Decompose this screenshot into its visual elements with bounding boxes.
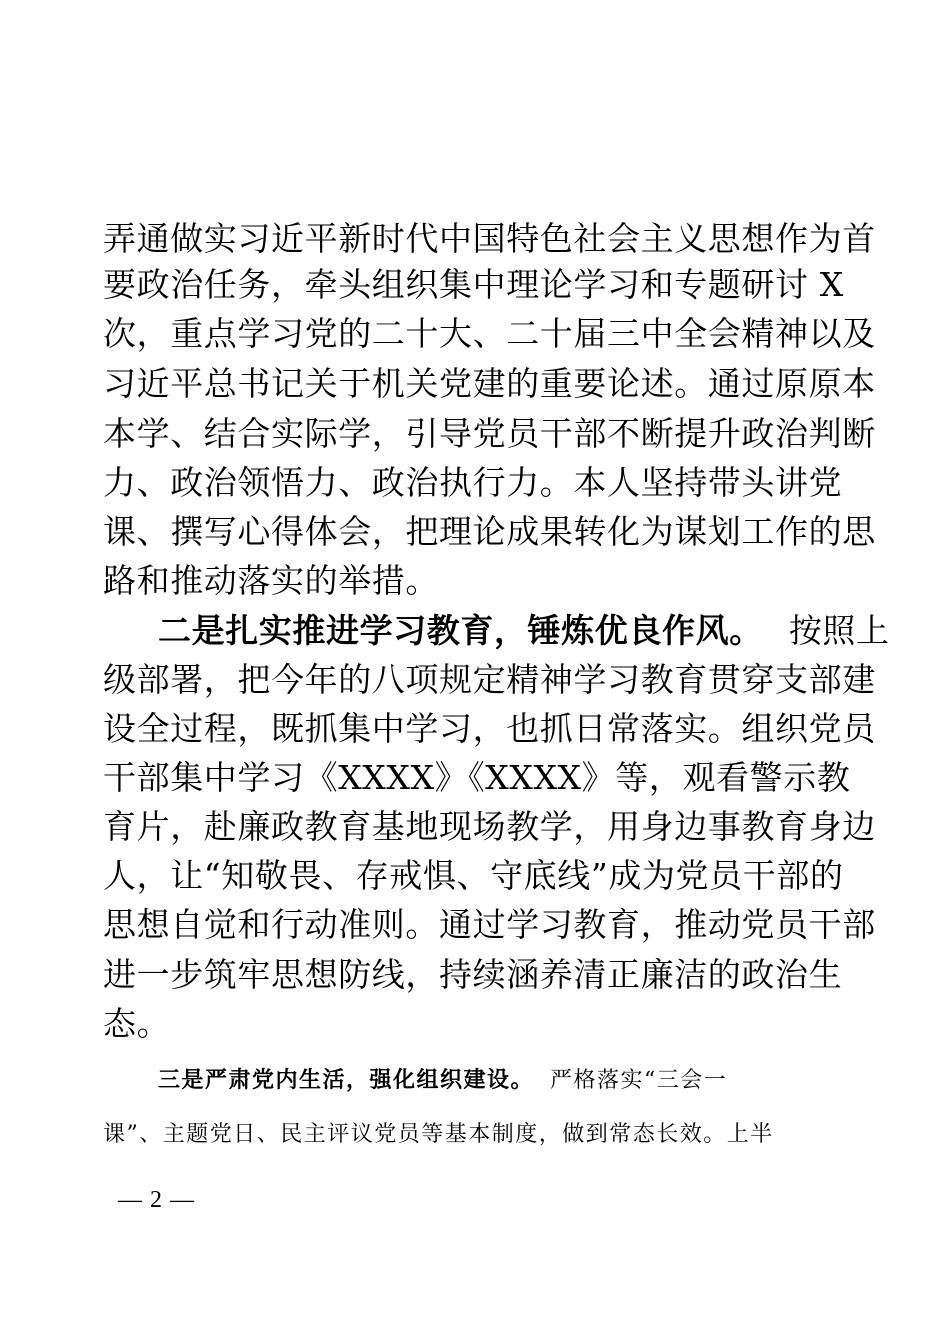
paragraph-line: 次，重点学习党的二十大、二十届三中全会精神以及	[103, 314, 876, 353]
paragraph-line: 本学、结合实际学，引导党员干部不断提升政治判断	[103, 414, 876, 453]
paragraph-text: 严格落实“三会一	[550, 1068, 728, 1093]
paragraph-line: 设全过程，既抓集中学习，也抓日常落实。组织党员	[103, 709, 876, 748]
paragraph-line: 进一步筑牢思想防线，持续涵养清正廉洁的政治生	[103, 955, 843, 994]
paragraph-line: 育片，赴廉政教育基地现场教学，用身边事教育身边	[103, 807, 876, 846]
paragraph-line: 习近平总书记关于机关党建的重要论述。通过原原本	[103, 364, 876, 403]
paragraph-heading: 二是扎实推进学习教育，锤炼优良作风。	[158, 611, 763, 650]
paragraph-line: 课、撰写心得体会，把理论成果转化为谋划工作的思	[103, 512, 876, 551]
paragraph-first-line	[158, 611, 890, 651]
paragraph-line: 课”、主题党日、民主评议党员等基本制度，做到常态长效。上半	[103, 1122, 774, 1147]
paragraph-text: 按照上	[788, 611, 890, 650]
paragraph-first-line	[158, 1066, 727, 1096]
paragraph-line: 人，让“知敬畏、存戒惧、守底线”成为党员干部的	[103, 856, 844, 895]
paragraph-line: 路和推动落实的举措。	[103, 561, 439, 600]
paragraph-line: 思想自觉和行动准则。通过学习教育，推动党员干部	[103, 905, 876, 944]
paragraph-line: 干部集中学习《XXXX》《XXXX》等，观看警示教	[103, 758, 851, 797]
paragraph-line: 级部署，把今年的八项规定精神学习教育贯穿支部建	[103, 660, 876, 699]
page-number: — 2 —	[118, 1187, 195, 1213]
paragraph-line: 力、政治领悟力、政治执行力。本人坚持带头讲党	[103, 463, 843, 502]
paragraph-line: 要政治任务，牵头组织集中理论学习和专题研讨 X	[103, 265, 844, 304]
paragraph-line: 态。	[103, 1004, 171, 1043]
paragraph-line: 弄通做实习近平新时代中国特色社会主义思想作为首	[103, 219, 876, 258]
paragraph-heading: 三是严肃党内生活，强化组织建设。	[158, 1068, 535, 1093]
